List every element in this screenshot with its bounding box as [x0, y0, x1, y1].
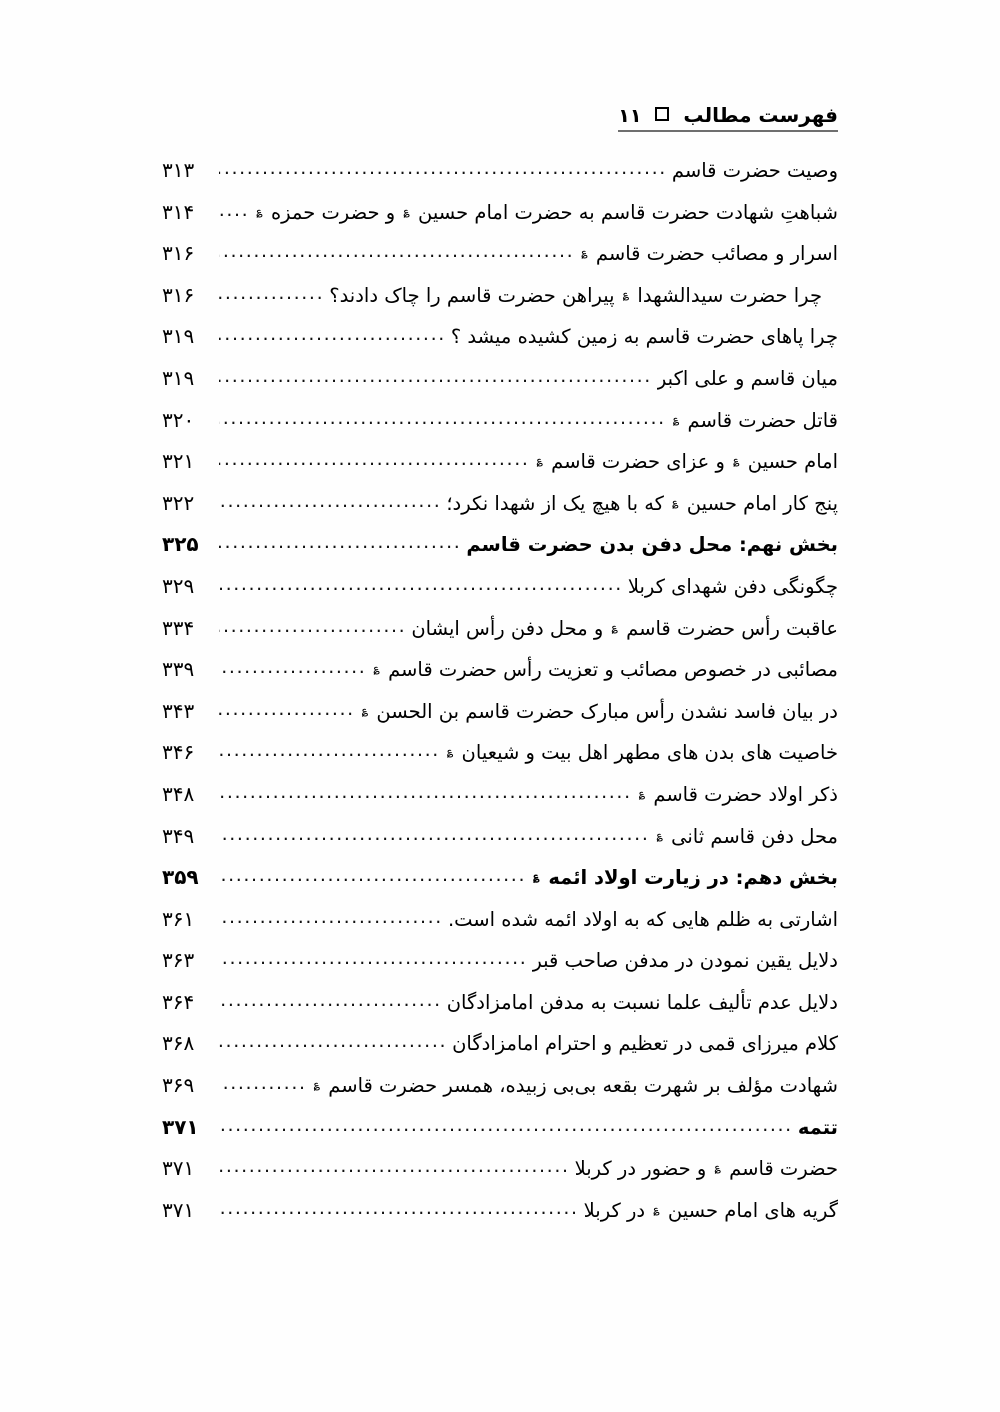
toc-entry-leader — [219, 606, 406, 648]
toc-entry-page: ۳۷۱ — [162, 1156, 195, 1181]
honorific-icon: ؏ — [638, 787, 646, 800]
toc-entry[interactable] — [162, 192, 838, 234]
toc-entry-page: ۳۴۳ — [162, 698, 195, 723]
toc-entry-label: محل دفن قاسم ثانی ؏ — [656, 824, 838, 848]
honorific-icon: ؏ — [533, 870, 540, 883]
honorific-icon: ؏ — [373, 662, 380, 675]
toc-entry-label: شباهتِ شهادت حضرت قاسم به حضرت امام حسین ؏ و حضرت حمزه ؏ — [256, 200, 838, 224]
toc-entry-page: ۳۳۹ — [162, 657, 195, 682]
toc-entry[interactable] — [162, 1023, 838, 1065]
toc-entry-leader — [219, 938, 527, 980]
toc-entry[interactable] — [162, 441, 838, 483]
running-head-title: فهرست مطالب — [683, 103, 838, 127]
toc-entry-page: ۳۲۰ — [162, 407, 195, 432]
toc-entry-leader — [219, 980, 442, 1022]
toc-entry-label: گریه های امام حسین ؏ در کربلا — [583, 1198, 838, 1222]
toc-entry-label: مصائبی در خصوص مصائب و تعزیت رأس حضرت قاسم ؏ — [373, 658, 838, 682]
toc-entry[interactable] — [162, 150, 838, 192]
toc-entry[interactable] — [162, 524, 838, 566]
toc-entry[interactable] — [162, 899, 838, 941]
toc-entry-label: تتمه — [797, 1115, 838, 1139]
honorific-icon: ؏ — [714, 1161, 721, 1174]
toc-entry-page: ۳۶۳ — [162, 948, 195, 973]
honorific-icon: ؏ — [622, 288, 630, 301]
toc-entry-page: ۳۲۹ — [162, 573, 195, 598]
toc-entry-label: قاتل حضرت قاسم ؏ — [672, 408, 838, 432]
toc-entry[interactable] — [162, 1107, 838, 1149]
toc-list — [162, 150, 838, 1231]
toc-entry[interactable] — [162, 982, 838, 1024]
toc-entry-page: ۳۱۹ — [162, 324, 195, 349]
toc-entry-page: ۳۱۶ — [162, 241, 195, 266]
toc-entry-label: دلایل عدم تألیف علما نسبت به مدفن امامزادگان — [446, 990, 838, 1014]
toc-entry-label: شهادت مؤلف بر شهرت بقعه بی‌بی زبیده، همسر حضرت قاسم ؏ — [313, 1074, 838, 1098]
honorific-icon: ؏ — [653, 1203, 660, 1216]
toc-entry-page: ۳۴۸ — [162, 781, 195, 806]
toc-entry-label: امام حسین ؏ و عزای حضرت قاسم ؏ — [536, 450, 838, 474]
toc-entry[interactable] — [162, 816, 838, 858]
toc-entry-page: ۳۲۱ — [162, 449, 195, 474]
toc-entry-leader — [219, 314, 446, 356]
toc-entry[interactable] — [162, 233, 838, 275]
honorific-icon: ؏ — [313, 1078, 321, 1091]
toc-entry-label: چگونگی دفن شهدای کربلا — [627, 574, 838, 598]
toc-entry-leader — [219, 1105, 793, 1147]
hollow-square-icon — [655, 107, 669, 121]
toc-entry-label: چرا حضرت سیدالشهدا ؏ پیراهن حضرت قاسم را چاک دادند؟ — [329, 283, 822, 307]
toc-entry-leader — [219, 564, 623, 606]
toc-entry[interactable] — [162, 1190, 838, 1232]
toc-entry[interactable] — [162, 732, 838, 774]
toc-entry[interactable] — [162, 774, 838, 816]
honorific-icon: ؏ — [536, 454, 543, 467]
honorific-icon: ؏ — [733, 454, 740, 467]
toc-entry-leader — [219, 897, 443, 939]
toc-entry[interactable] — [162, 691, 838, 733]
toc-entry-page: ۳۶۸ — [162, 1031, 195, 1056]
toc-entry-leader — [219, 231, 574, 273]
toc-entry-page: ۳۶۴ — [162, 989, 195, 1014]
honorific-icon: ؏ — [672, 496, 679, 509]
toc-entry-page: ۳۳۴ — [162, 615, 195, 640]
toc-entry-leader — [219, 273, 324, 315]
toc-entry-leader — [219, 689, 355, 731]
toc-entry[interactable] — [162, 940, 838, 982]
toc-entry-leader — [219, 647, 366, 689]
toc-entry-leader — [219, 772, 632, 814]
toc-entry-label: عاقبت رأس حضرت قاسم ؏ و محل دفن رأس ایشان — [411, 616, 838, 640]
toc-entry[interactable] — [162, 566, 838, 608]
toc-entry-page: ۳۶۱ — [162, 906, 195, 931]
toc-entry-leader — [219, 1188, 579, 1230]
toc-entry-page: ۳۶۹ — [162, 1073, 195, 1098]
honorific-icon: ؏ — [611, 621, 618, 634]
honorific-icon: ؏ — [361, 704, 369, 717]
toc-entry[interactable] — [162, 316, 838, 358]
running-head-folio: ۱۱ — [618, 105, 642, 127]
toc-entry-leader — [219, 481, 441, 523]
toc-entry-label: بخش دهم: در زیارت اولاد ائمه ؏ — [533, 866, 838, 890]
honorific-icon: ؏ — [256, 205, 263, 218]
running-head — [162, 103, 838, 132]
toc-entry-leader — [219, 190, 249, 232]
toc-entry-page: ۳۷۱ — [162, 1114, 199, 1139]
toc-entry-label: اشارتی به ظلم هایی که به اولاد ائمه شده است. — [447, 907, 838, 931]
honorific-icon: ؏ — [672, 413, 680, 426]
toc-entry-label: چرا پاهای حضرت قاسم به زمین کشیده میشد ؟ — [450, 325, 838, 349]
toc-entry-page: ۳۱۴ — [162, 199, 195, 224]
toc-entry-label: وصیت حضرت قاسم — [671, 159, 838, 182]
toc-entry-page: ۳۵۹ — [162, 865, 199, 890]
toc-entry-page: ۳۱۳ — [162, 158, 195, 182]
toc-entry-page: ۳۴۹ — [162, 823, 195, 848]
toc-entry-page: ۳۱۹ — [162, 365, 195, 390]
honorific-icon: ؏ — [403, 205, 410, 218]
honorific-icon: ؏ — [656, 829, 663, 841]
toc-entry-leader — [219, 1021, 447, 1063]
toc-entry-label: پنج کار امام حسین ؏ که با هیچ یک از شهدا نکرد؛ — [446, 491, 838, 515]
toc-entry-page: ۳۲۲ — [162, 490, 195, 515]
toc-entry-label: دلایل یقین نمودن در مدفن صاحب قبر — [532, 949, 838, 973]
toc-entry[interactable] — [162, 857, 838, 899]
toc-entry[interactable] — [162, 649, 838, 691]
toc-entry-leader — [219, 814, 649, 856]
toc-entry-label: میان قاسم و علی اکبر — [656, 366, 838, 390]
running-head-inner — [618, 103, 838, 132]
toc-entry[interactable] — [162, 483, 838, 525]
toc-entry-label: ذکر اولاد حضرت قاسم ؏ — [638, 782, 838, 806]
toc-entry-leader — [219, 855, 526, 897]
toc-entry-leader — [219, 730, 440, 772]
toc-entry[interactable] — [162, 275, 838, 317]
toc-entry-page: ۳۴۶ — [162, 740, 195, 765]
toc-entry-label: اسرار و مصائب حضرت قاسم ؏ — [581, 242, 838, 266]
honorific-icon: ؏ — [446, 745, 454, 758]
toc-entry-label: کلام میرزای قمی در تعظیم و احترام امامزادگان — [452, 1032, 838, 1056]
toc-entry[interactable] — [162, 1065, 838, 1107]
toc-entry-leader — [219, 1146, 570, 1188]
toc-entry-label: خاصیت های بدن های مطهر اهل بیت و شیعیان ؏ — [446, 741, 838, 765]
toc-entry-page: ۳۷۱ — [162, 1197, 195, 1222]
toc-entry-leader — [219, 439, 529, 481]
toc-entry-label: در بیان فاسد نشدن رأس مبارک حضرت قاسم بن الحسن ؏ — [361, 699, 838, 723]
toc-entry-leader — [219, 1063, 307, 1105]
toc-entry-leader — [219, 148, 667, 190]
toc-entry-leader — [219, 522, 461, 564]
toc-entry-label: حضرت قاسم ؏ و حضور در کربلا — [574, 1157, 838, 1181]
toc-entry-leader — [219, 398, 666, 440]
toc-entry[interactable] — [162, 358, 838, 400]
toc-entry[interactable] — [162, 400, 838, 442]
toc-entry[interactable] — [162, 608, 838, 650]
toc-entry[interactable] — [162, 1148, 838, 1190]
toc-entry-label: بخش نهم: محل دفن بدن حضرت قاسم — [466, 533, 838, 557]
toc-entry-leader — [219, 356, 652, 398]
honorific-icon: ؏ — [581, 246, 588, 259]
toc-entry-page: ۳۱۶ — [162, 282, 195, 307]
toc-entry-page: ۳۲۵ — [162, 532, 199, 557]
